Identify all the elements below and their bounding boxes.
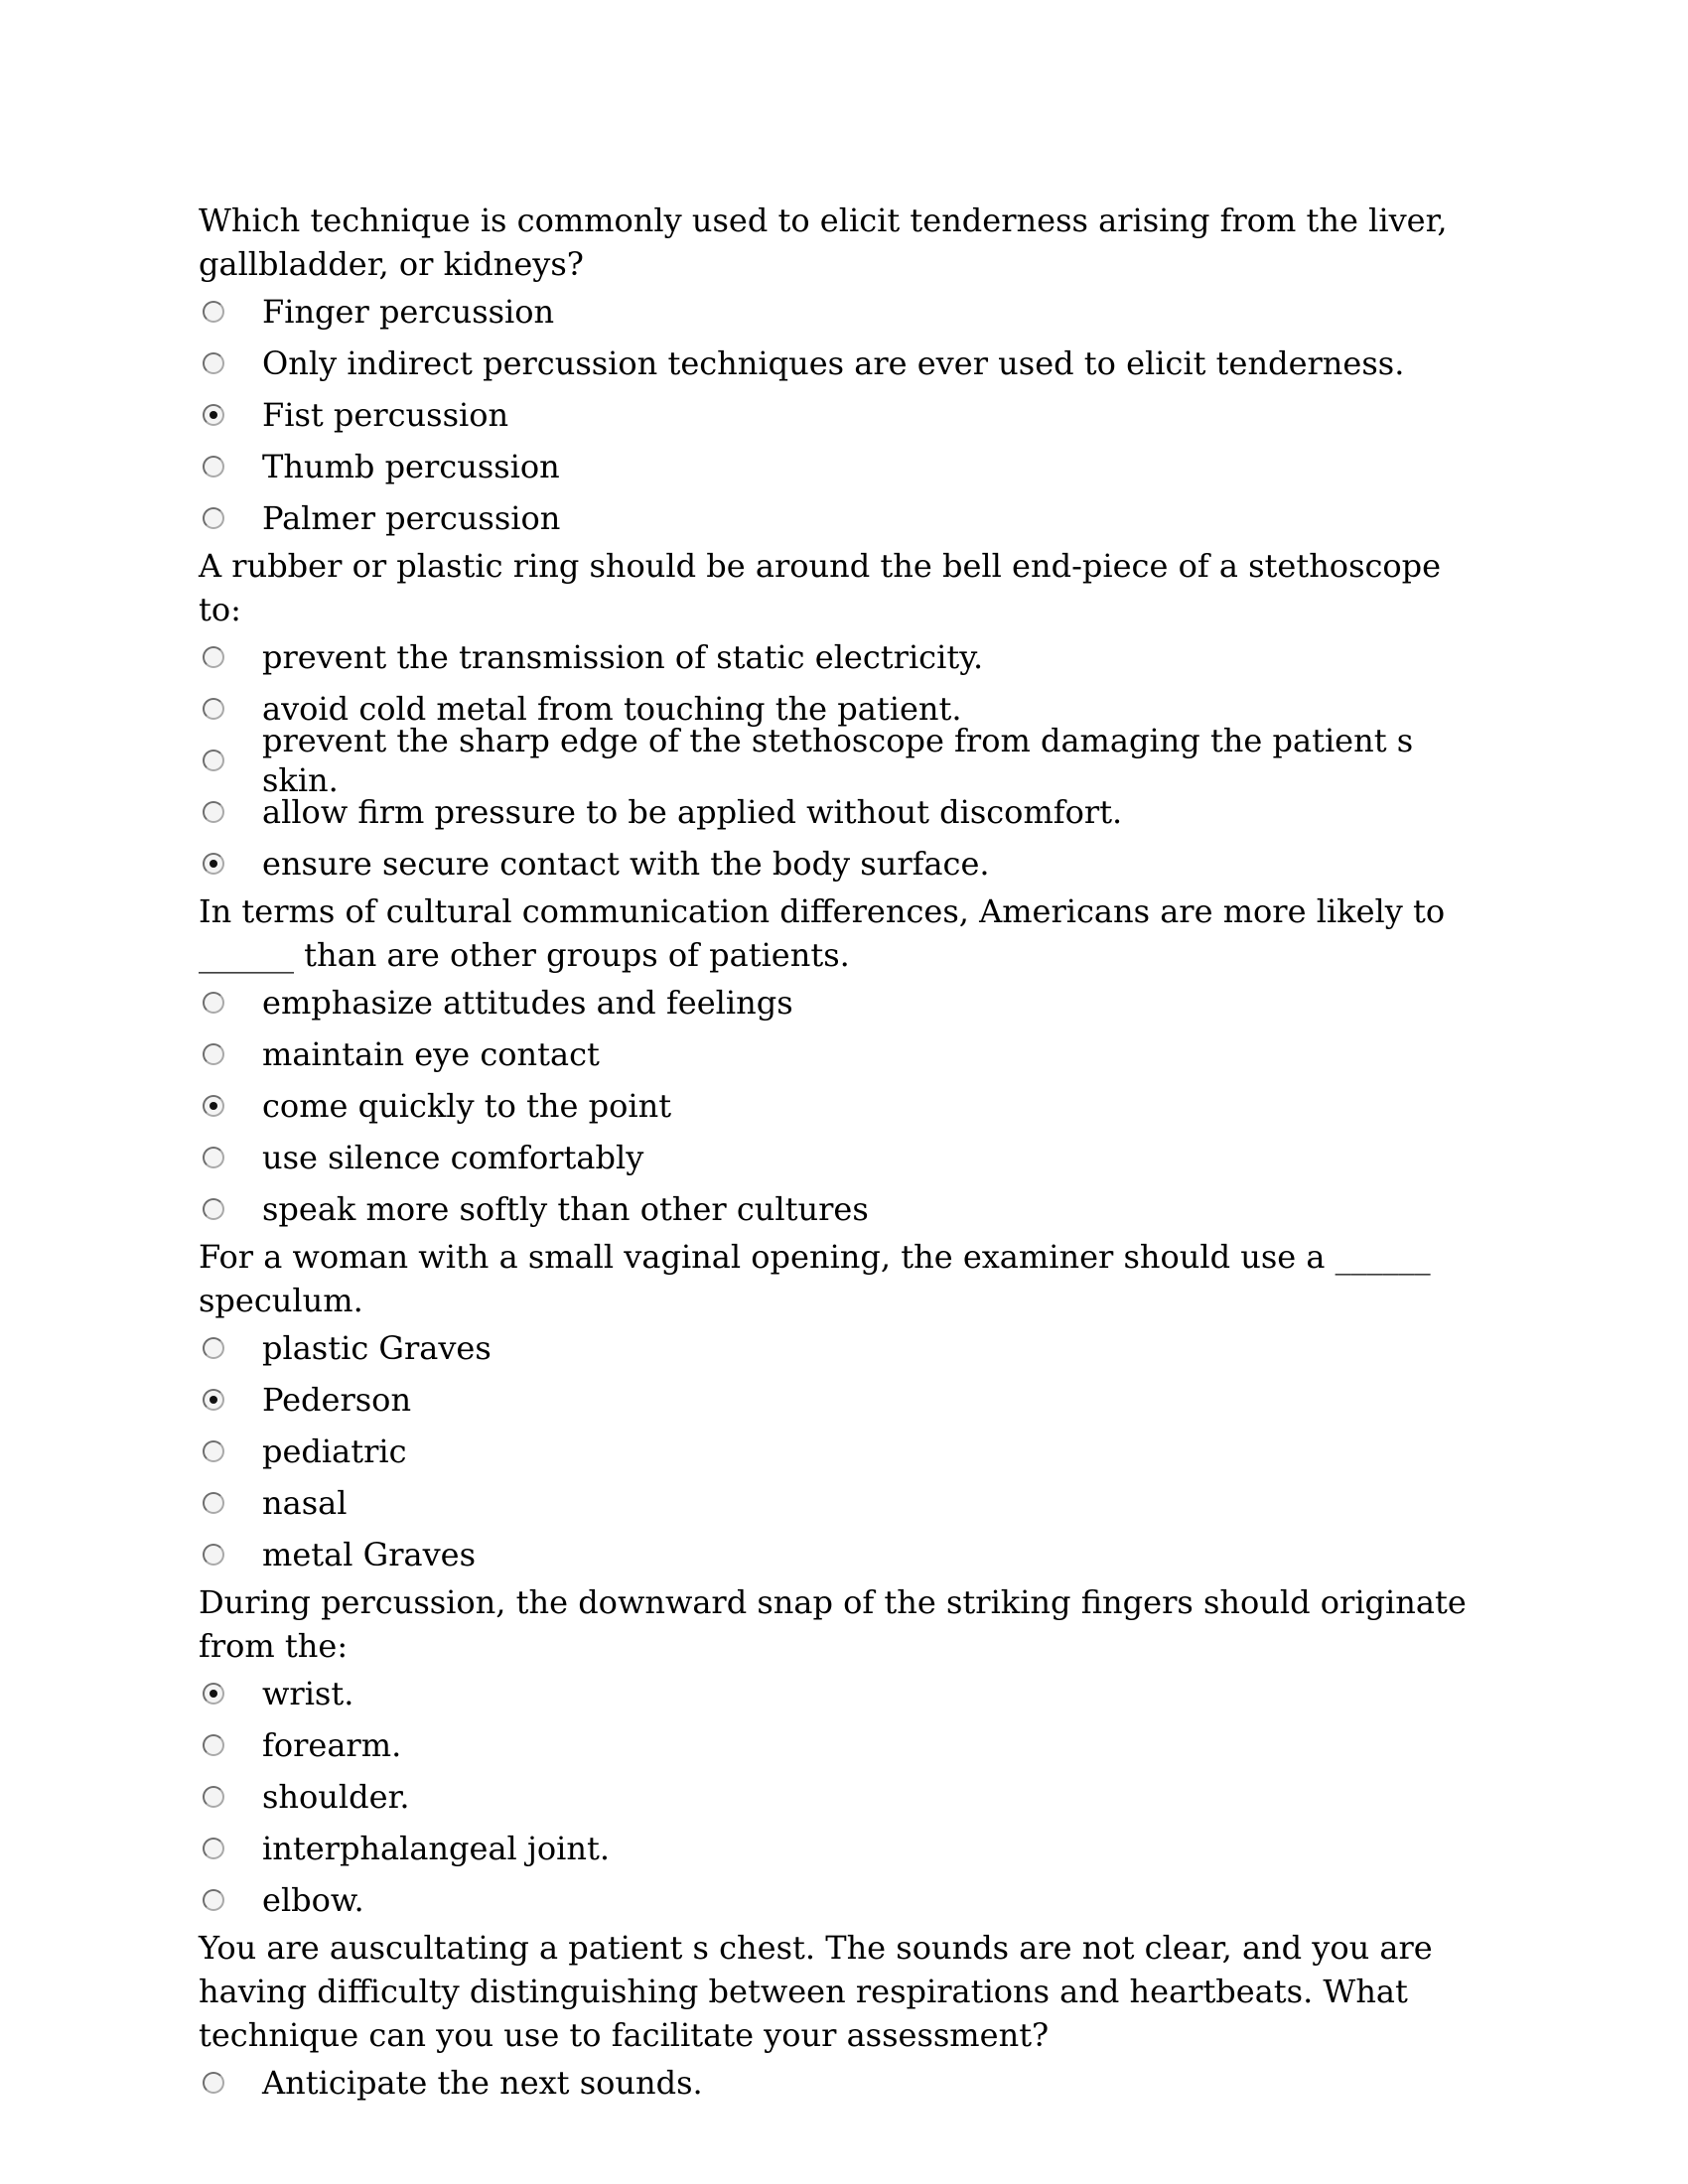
answer-option-label: speak more softly than other cultures xyxy=(262,1190,869,1228)
answer-option[interactable] xyxy=(199,722,1489,799)
answer-option-label: avoid cold metal from touching the patient. xyxy=(262,690,962,728)
answer-option-label: interphalangeal joint. xyxy=(262,1830,610,1867)
answer-option[interactable] xyxy=(199,1874,1489,1926)
answer-option[interactable] xyxy=(199,492,1489,544)
answer-option-label: Anticipate the next sounds. xyxy=(262,2064,703,2102)
answer-option[interactable] xyxy=(199,1719,1489,1771)
radio-unchecked-icon[interactable] xyxy=(203,1492,224,1514)
answer-option[interactable] xyxy=(199,1771,1489,1823)
answer-option-label: emphasize attitudes and feelings xyxy=(262,984,793,1022)
radio-unchecked-icon[interactable] xyxy=(203,1198,224,1220)
answer-option-label: Thumb percussion xyxy=(262,448,560,485)
radio-unchecked-icon[interactable] xyxy=(203,992,224,1014)
answer-option[interactable] xyxy=(199,631,1489,683)
radio-unchecked-icon[interactable] xyxy=(203,1544,224,1566)
answer-option[interactable] xyxy=(199,2057,1489,2109)
radio-unchecked-icon[interactable] xyxy=(203,750,224,771)
answer-option[interactable] xyxy=(199,389,1489,441)
radio-unchecked-icon[interactable] xyxy=(203,301,224,323)
answer-option-label: Finger percussion xyxy=(262,293,555,331)
question-2 xyxy=(199,544,1489,889)
radio-unchecked-icon[interactable] xyxy=(203,1838,224,1859)
radio-unchecked-icon[interactable] xyxy=(203,1786,224,1808)
radio-checked-icon[interactable] xyxy=(203,853,224,875)
answer-option[interactable] xyxy=(199,1426,1489,1477)
answer-option[interactable] xyxy=(199,1668,1489,1719)
quiz-container xyxy=(199,199,1489,2109)
answer-option[interactable] xyxy=(199,1080,1489,1132)
question-text: Which technique is commonly used to elicit tenderness arising from the liver, gallbladder, or kidneys? xyxy=(199,202,1448,283)
radio-unchecked-icon[interactable] xyxy=(203,1147,224,1168)
question-6 xyxy=(199,1926,1489,2109)
question-1 xyxy=(199,199,1489,544)
answer-option[interactable] xyxy=(199,1477,1489,1529)
answer-option-label: come quickly to the point xyxy=(262,1087,672,1125)
answer-option-label: Pederson xyxy=(262,1381,412,1419)
answer-option-label: plastic Graves xyxy=(262,1329,492,1367)
question-text: A rubber or plastic ring should be around the bell end-piece of a stethoscope to: xyxy=(199,547,1442,628)
radio-unchecked-icon[interactable] xyxy=(203,801,224,823)
answer-option-label: Fist percussion xyxy=(262,396,509,434)
answer-option[interactable] xyxy=(199,1028,1489,1080)
radio-checked-icon[interactable] xyxy=(203,1095,224,1117)
answer-option[interactable] xyxy=(199,1823,1489,1874)
radio-checked-icon[interactable] xyxy=(203,1683,224,1705)
answer-option-label: nasal xyxy=(262,1484,348,1522)
answer-option[interactable] xyxy=(199,441,1489,492)
answer-option-label: allow firm pressure to be applied without discomfort. xyxy=(262,793,1123,831)
answer-option-label: Only indirect percussion techniques are ever used to elicit tenderness. xyxy=(262,344,1405,382)
question-3 xyxy=(199,889,1489,1235)
answer-option-label: metal Graves xyxy=(262,1536,476,1573)
answer-option[interactable] xyxy=(199,1529,1489,1580)
radio-unchecked-icon[interactable] xyxy=(203,2072,224,2094)
radio-unchecked-icon[interactable] xyxy=(203,698,224,720)
radio-checked-icon[interactable] xyxy=(203,404,224,426)
radio-unchecked-icon[interactable] xyxy=(203,352,224,374)
answer-option-label: prevent the transmission of static electricity. xyxy=(262,638,984,676)
answer-option[interactable] xyxy=(199,338,1489,389)
answer-option[interactable] xyxy=(199,1132,1489,1183)
answer-option-label: shoulder. xyxy=(262,1778,410,1816)
answer-option[interactable] xyxy=(199,1322,1489,1374)
answer-option[interactable] xyxy=(199,1374,1489,1426)
radio-checked-icon[interactable] xyxy=(203,1389,224,1411)
answer-option[interactable] xyxy=(199,977,1489,1028)
answer-option[interactable] xyxy=(199,1183,1489,1235)
answer-option-label: prevent the sharp edge of the stethoscope from damaging the patient s skin. xyxy=(262,722,1414,799)
answer-option-label: forearm. xyxy=(262,1726,402,1764)
answer-option[interactable] xyxy=(199,838,1489,889)
radio-unchecked-icon[interactable] xyxy=(203,1337,224,1359)
answer-option-label: elbow. xyxy=(262,1881,364,1919)
answer-option-label: ensure secure contact with the body surface. xyxy=(262,845,990,883)
question-text: For a woman with a small vaginal opening, the examiner should use a ______ speculum. xyxy=(199,1238,1431,1319)
radio-unchecked-icon[interactable] xyxy=(203,1440,224,1462)
answer-option[interactable] xyxy=(199,286,1489,338)
question-text: In terms of cultural communication differences, Americans are more likely to ______ than are other groups of patients. xyxy=(199,892,1446,974)
question-4 xyxy=(199,1235,1489,1580)
answer-option-label: pediatric xyxy=(262,1433,407,1470)
question-text: During percussion, the downward snap of the striking fingers should originate from the: xyxy=(199,1583,1467,1665)
question-text: You are auscultating a patient s chest. The sounds are not clear, and you are having difficulty distinguishing between respirations and heartbeats. What technique can you use to facilitate your assessment? xyxy=(199,1929,1433,2054)
question-5 xyxy=(199,1580,1489,1926)
answer-option-label: maintain eye contact xyxy=(262,1035,600,1073)
answer-option-label: use silence comfortably xyxy=(262,1139,644,1176)
radio-unchecked-icon[interactable] xyxy=(203,456,224,478)
radio-unchecked-icon[interactable] xyxy=(203,507,224,529)
radio-unchecked-icon[interactable] xyxy=(203,1889,224,1911)
radio-unchecked-icon[interactable] xyxy=(203,1734,224,1756)
answer-option-label: wrist. xyxy=(262,1675,354,1712)
answer-option-label: Palmer percussion xyxy=(262,499,561,537)
radio-unchecked-icon[interactable] xyxy=(203,1043,224,1065)
radio-unchecked-icon[interactable] xyxy=(203,646,224,668)
